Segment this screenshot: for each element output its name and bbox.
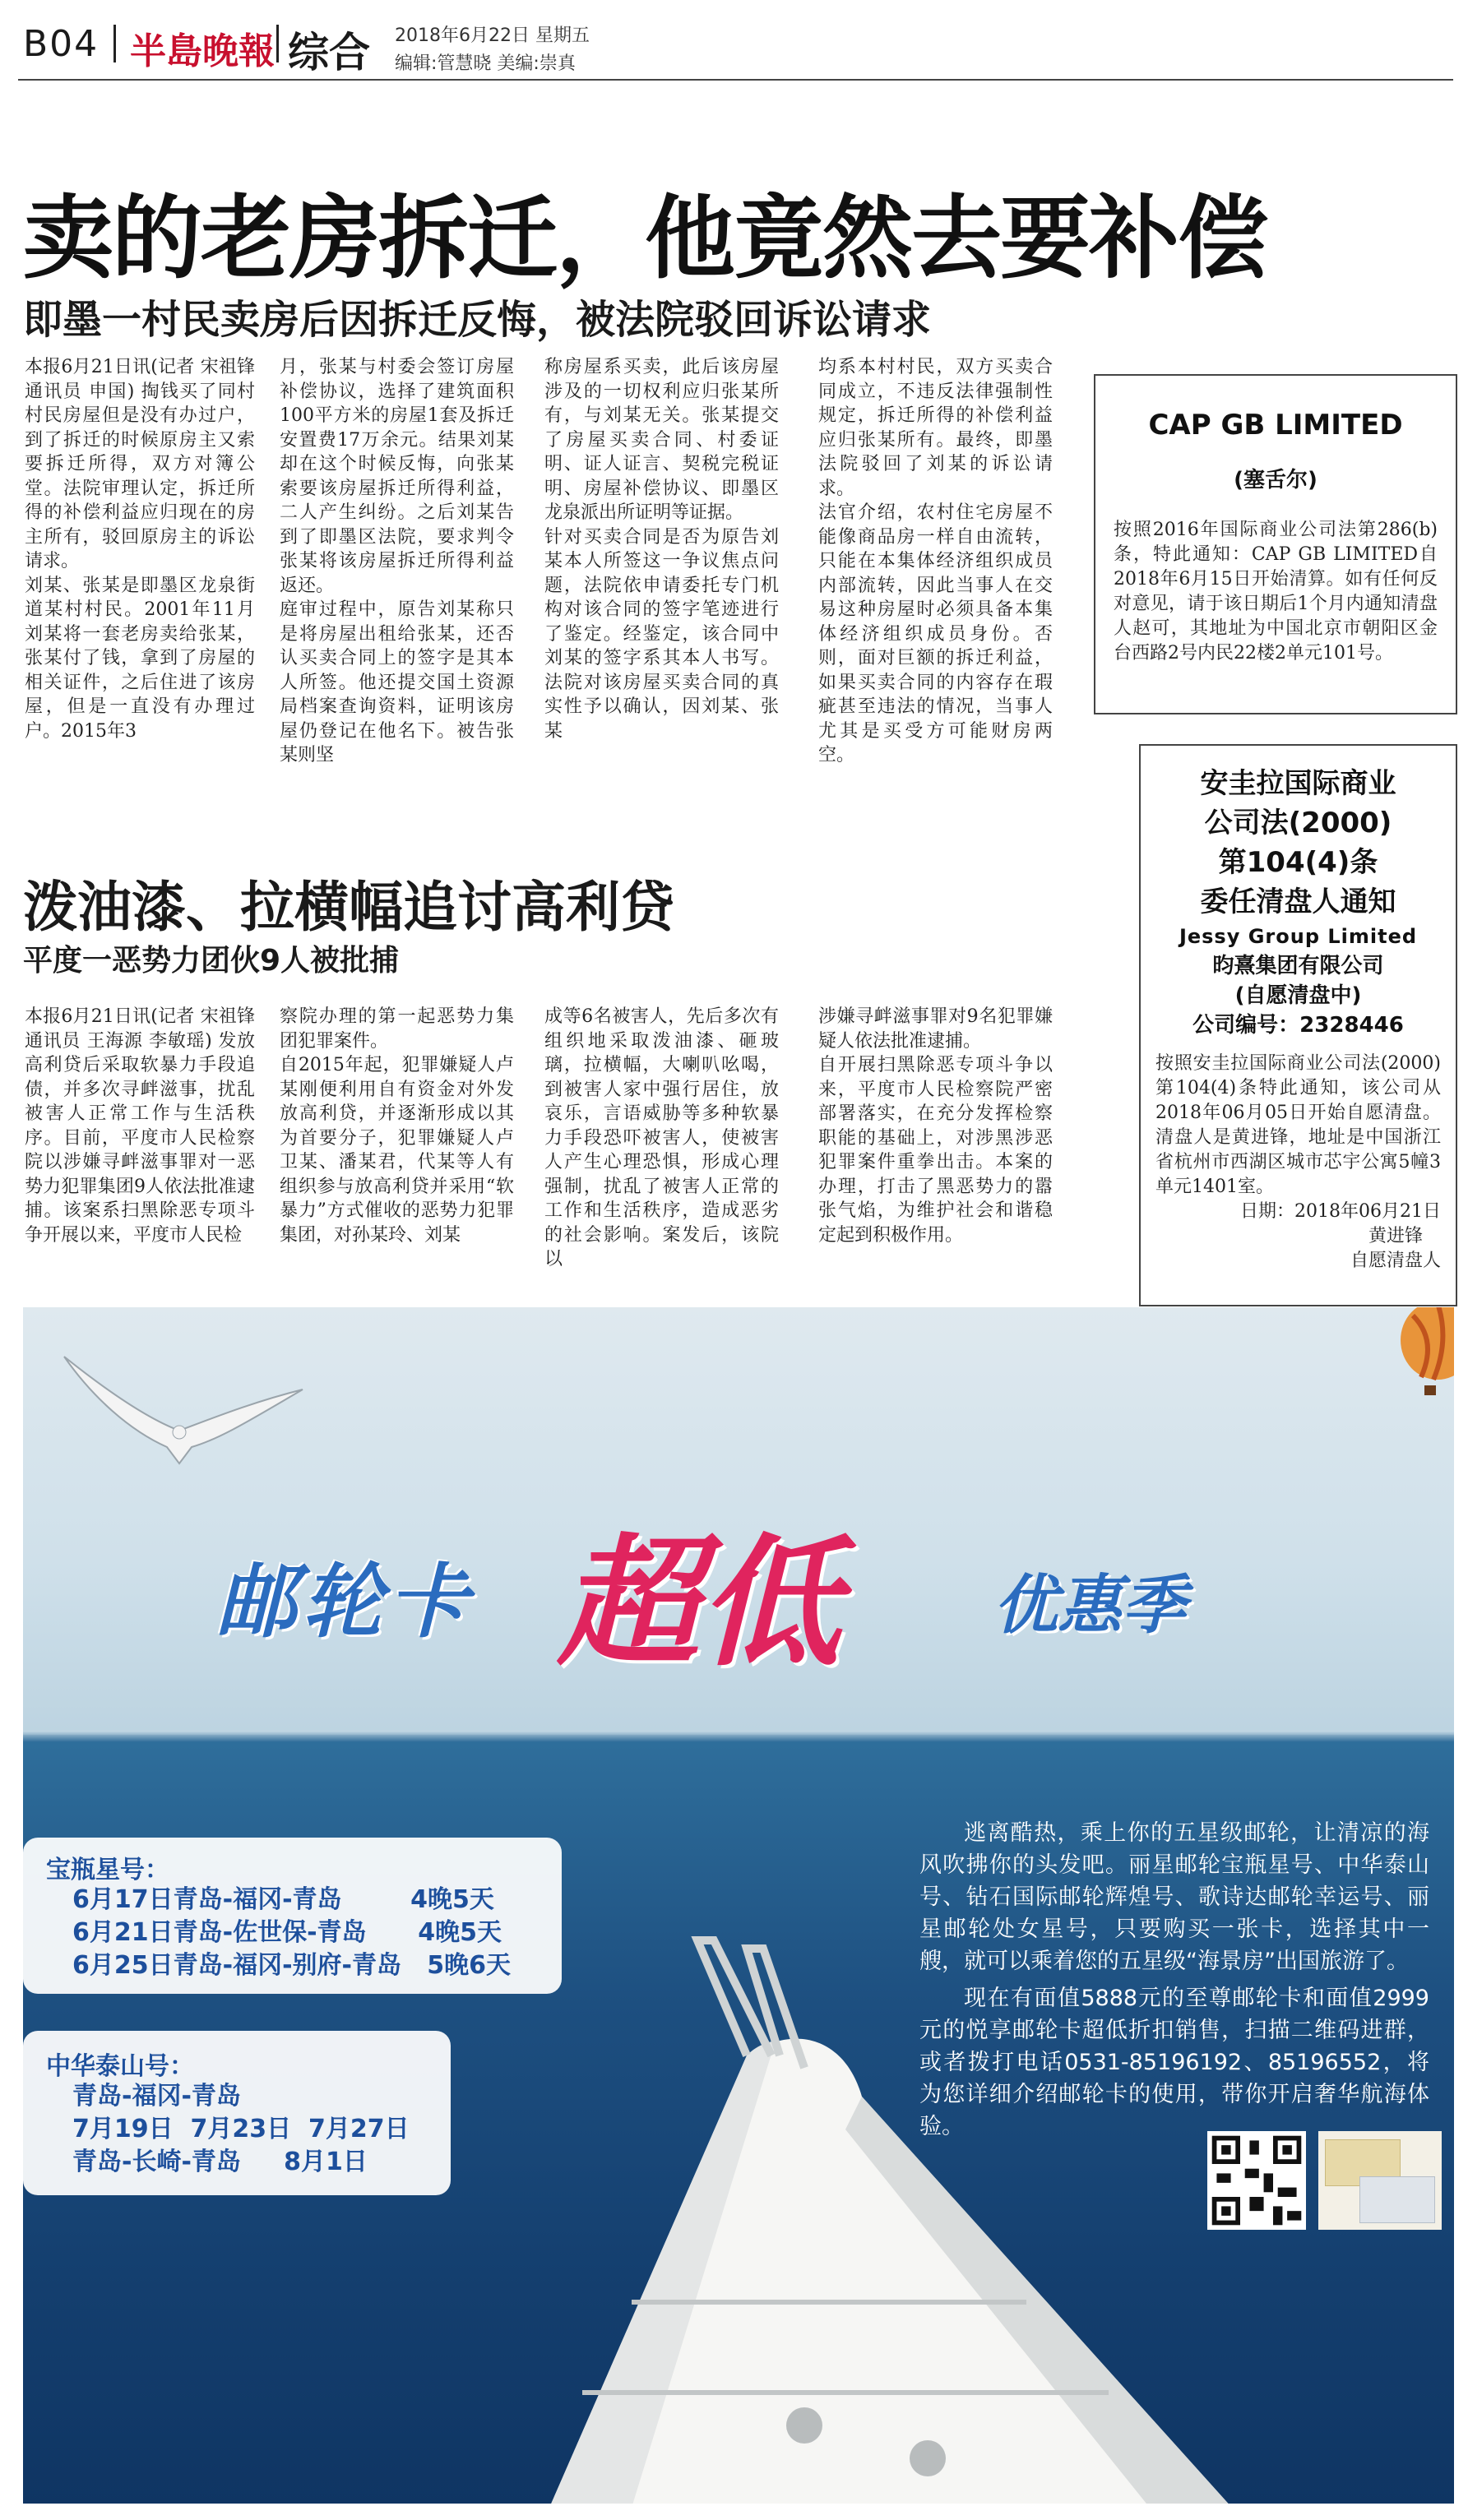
- notice-company-cn: 昀熹集团有限公司: [1212, 954, 1384, 978]
- article2-subhead: 平度一恶势力团伙9人被批捕: [23, 944, 400, 978]
- article2-column-1: 本报6月21日讯(记者 宋祖锋 通讯员 王海源 李敏瑶) 发放高利贷后采取软暴力手段追债，并多次寻衅滋事，扰乱被害人正常工作与生活秩序。目前，平度市人民检察院以涉嫌寻衅滋事罪对一恶势力犯罪集团9人依法批准逮捕。该案系扫黑除恶专项斗争开展以来，平度市人民检: [25, 1006, 255, 1246]
- route-line: 6月21日青岛-佐世保-青岛 4晚5天: [72, 1918, 502, 1947]
- seagull-icon: [56, 1340, 319, 1480]
- ad-title-super-low: 超低: [558, 1519, 841, 1685]
- route-line: 6月25日青岛-福冈-别府-青岛 5晚6天: [72, 1951, 512, 1980]
- issue-date: 2018年6月22日 星期五: [395, 25, 590, 46]
- route-line: 青岛-长崎-青岛 8月1日: [72, 2148, 368, 2176]
- notice-date: 日期：2018年06月21日: [1240, 1201, 1441, 1222]
- qr-code-icon[interactable]: [1207, 2131, 1306, 2230]
- notice-title-1: 安圭拉国际商业: [1200, 767, 1396, 800]
- notice-signer: 黄进锋: [1368, 1226, 1423, 1246]
- ad-copy-paragraph-1: 逃离酷热，乘上你的五星级邮轮，让清凉的海风吹拂你的头发吧。丽星邮轮宝瓶星号、中华泰山号、钻石国际邮轮辉煌号、歌诗达邮轮幸运号、丽星邮轮处女星号，只要购买一张卡，选择其中一艘，就可以乘着您的五星级“海景房”出国旅游了。: [919, 1820, 1429, 1974]
- article1-column-4: 均系本村村民，双方买卖合同成立，不违反法律强制性规定，拆迁所得的补偿利益应归张某所有。最终，即墨法院驳回了刘某的诉讼请求。 法官介绍，农村住宅房屋不能像商品房一样自由流转，只能在本集体经济组织成员内部流转，因此当事人在交易这种房屋时必须具备本集体经济组织成员身份。否则，面对巨额的拆迁利益，如果买卖合同的内容存在瑕疵甚至违法的情况，当事人尤其是买受方可能财房两空。: [818, 357, 1053, 765]
- page-number: B04: [23, 23, 100, 65]
- card-silver: [1359, 2176, 1435, 2223]
- ad-copy-paragraph-2: 现在有面值5888元的至尊邮轮卡和面值2999元的悦享邮轮卡超低折扣销售，扫描二维码进群，或者拨打电话0531-85196192、85196552，将为您详细介绍邮轮卡的使用，带你开启奢华航海体验。: [919, 1986, 1429, 2139]
- cruise-card-advertisement: [23, 1307, 1454, 2504]
- article2-column-4: 涉嫌寻衅滋事罪对9名犯罪嫌疑人依法批准逮捕。 自开展扫黑除恶专项斗争以来，平度市人民检察院严密部署落实，在充分发挥检察职能的基础上，对涉黑涉恶犯罪案件重拳出击。本案的办理，打击了黑恶势力的嚣张气焰，为维护社会和谐稳定起到积极作用。: [818, 1006, 1053, 1246]
- ad-title-discount-season: 优惠季: [993, 1569, 1187, 1643]
- notice-text: 按照安圭拉国际商业公司法(2000)第104(4)条特此通知，该公司从2018年06月05日开始自愿清盘。清盘人是黄进锋，地址是中国浙江省杭州市西湖区城市芯宇公寓5幢3单元1401室。: [1155, 1053, 1441, 1197]
- editor-credits: 编辑:管慧晓 美编:崇真: [395, 53, 576, 74]
- cruise-card-image: [1318, 2131, 1442, 2230]
- article2-column-2: 察院办理的第一起恶势力集团犯罪案件。 自2015年起，犯罪嫌疑人卢某刚便利用自有资金对外发放高利贷，并逐渐形成以其为首要分子，犯罪嫌疑人卢卫某、潘某君，代某等人有组织参与放高利贷并采用“软暴力”方式催收的恶势力犯罪集团，对孙某玲、刘某: [280, 1006, 514, 1246]
- article1-column-2: 月，张某与村委会签订房屋补偿协议，选择了建筑面积100平方米的房屋1套及拆迁安置费17万余元。结果刘某却在这个时候反悔，向张某索要该房屋拆迁所得利益，二人产生纠纷。之后刘某告到了即墨区法院，要求判令张某将该房屋拆迁所得利益返还。 庭审过程中，原告刘某称只是将房屋出租给张某，还否认买卖合同上的签字是其本人所签。他还提交国土资源局档案查询资料，证明该房屋仍登记在他名下。被告张某则坚: [280, 357, 514, 765]
- notice-title-4: 委任清盘人通知: [1200, 885, 1396, 918]
- masthead: [0, 0, 1468, 76]
- header-rule: [18, 79, 1453, 81]
- notice-title-3: 第104(4)条: [1218, 846, 1378, 879]
- route-box-taishan: [23, 2031, 451, 2195]
- article1-subhead: 即墨一村民卖房后因拆迁反悔，被法院驳回诉讼请求: [23, 297, 932, 343]
- route-line: 6月17日青岛-福冈-青岛 4晚5天: [72, 1885, 494, 1914]
- article1-headline: 卖的老房拆迁，他竟然去要补偿: [23, 186, 1267, 291]
- article1-column-3: 称房屋系买卖，此后该房屋涉及的一切权利应归张某所有，与刘某无关。张某提交了房屋买卖合同、村委证明、证人证言、契税完税证明、房屋补偿协议、即墨区龙泉派出所证明等证据。 针对买卖合同是否为原告刘某本人所签这一争议焦点问题，法院依申请委托专门机构对该合同的签字笔迹进行了鉴定。经鉴定，该合同中刘某的签字系其本人书写。法院对该房屋买卖合同的真实性予以确认，因刘某、张某: [544, 357, 779, 742]
- route-ship-name: 宝瓶星号：: [46, 1856, 169, 1884]
- route-box-aquarius: [23, 1838, 562, 1994]
- article2-headline: 泼油漆、拉横幅追讨高利贷: [23, 876, 674, 939]
- notice-reg-no: 公司编号：2328446: [1192, 1013, 1404, 1038]
- divider: [113, 25, 116, 62]
- paper-logo: 半島晚報: [130, 30, 275, 72]
- notice-text: 按照2016年国际商业公司法第286(b)条，特此通知：CAP GB LIMITED自2018年6月15日开始清算。如有任何反对意见，请于该日期后1个月内通知清盘人赵可，其地址为中国北京市朝阳区金台西路2号内民22楼2单元101号。: [1114, 520, 1438, 664]
- ad-copy: [919, 1817, 1429, 2148]
- section-name: 综合: [288, 29, 370, 76]
- ad-horizon: [23, 1731, 1454, 1742]
- notice-title-2: 公司法(2000): [1204, 807, 1392, 839]
- notice-signer-role: 自愿清盘人: [1350, 1251, 1441, 1271]
- liquidation-notice-cap-gb: [1094, 374, 1457, 714]
- notice-company-en: Jessy Group Limited: [1179, 925, 1418, 948]
- article1-column-1: 本报6月21日讯(记者 宋祖锋 通讯员 申国) 掏钱买了同村村民房屋但是没有办过户，到了拆迁的时候原房主又索要拆迁所得，双方对簿公堂。法院审理认定，拆迁所得的补偿利益应归现在的房主所有，驳回原房主的诉讼请求。 刘某、张某是即墨区龙泉街道某村村民。2001年11月刘某将一套老房卖给张某，张某付了钱，拿到了房屋的相关证件，之后住进了该房屋，但是一直没有办理过户。2015年3: [25, 357, 255, 742]
- notice-company-name: CAP GB LIMITED: [1148, 409, 1403, 442]
- ad-title-cruise-card: 邮轮卡: [216, 1556, 474, 1649]
- article2-column-3: 成等6名被害人，先后多次有组织地采取泼油漆、砸玻璃，拉横幅，大喇叭吆喝，到被害人家中强行居住，放哀乐，言语威胁等多种软暴力手段恐吓被害人，使被害人产生心理恐惧，形成心理强制，扰乱了被害人正常的工作和生活秩序，造成恶劣的社会影响。案发后，该院以: [544, 1006, 779, 1269]
- route-line: 7月19日 7月23日 7月27日: [72, 2115, 410, 2143]
- liquidation-notice-jessy: [1139, 744, 1457, 1306]
- hot-air-balloon-icon: [1388, 1307, 1454, 1406]
- route-ship-name: 中华泰山号：: [46, 2052, 194, 2081]
- notice-country: (塞舌尔): [1234, 468, 1317, 492]
- divider: [276, 25, 279, 62]
- notice-status: (自愿清盘中): [1234, 983, 1362, 1008]
- route-line: 青岛-福冈-青岛: [72, 2082, 241, 2111]
